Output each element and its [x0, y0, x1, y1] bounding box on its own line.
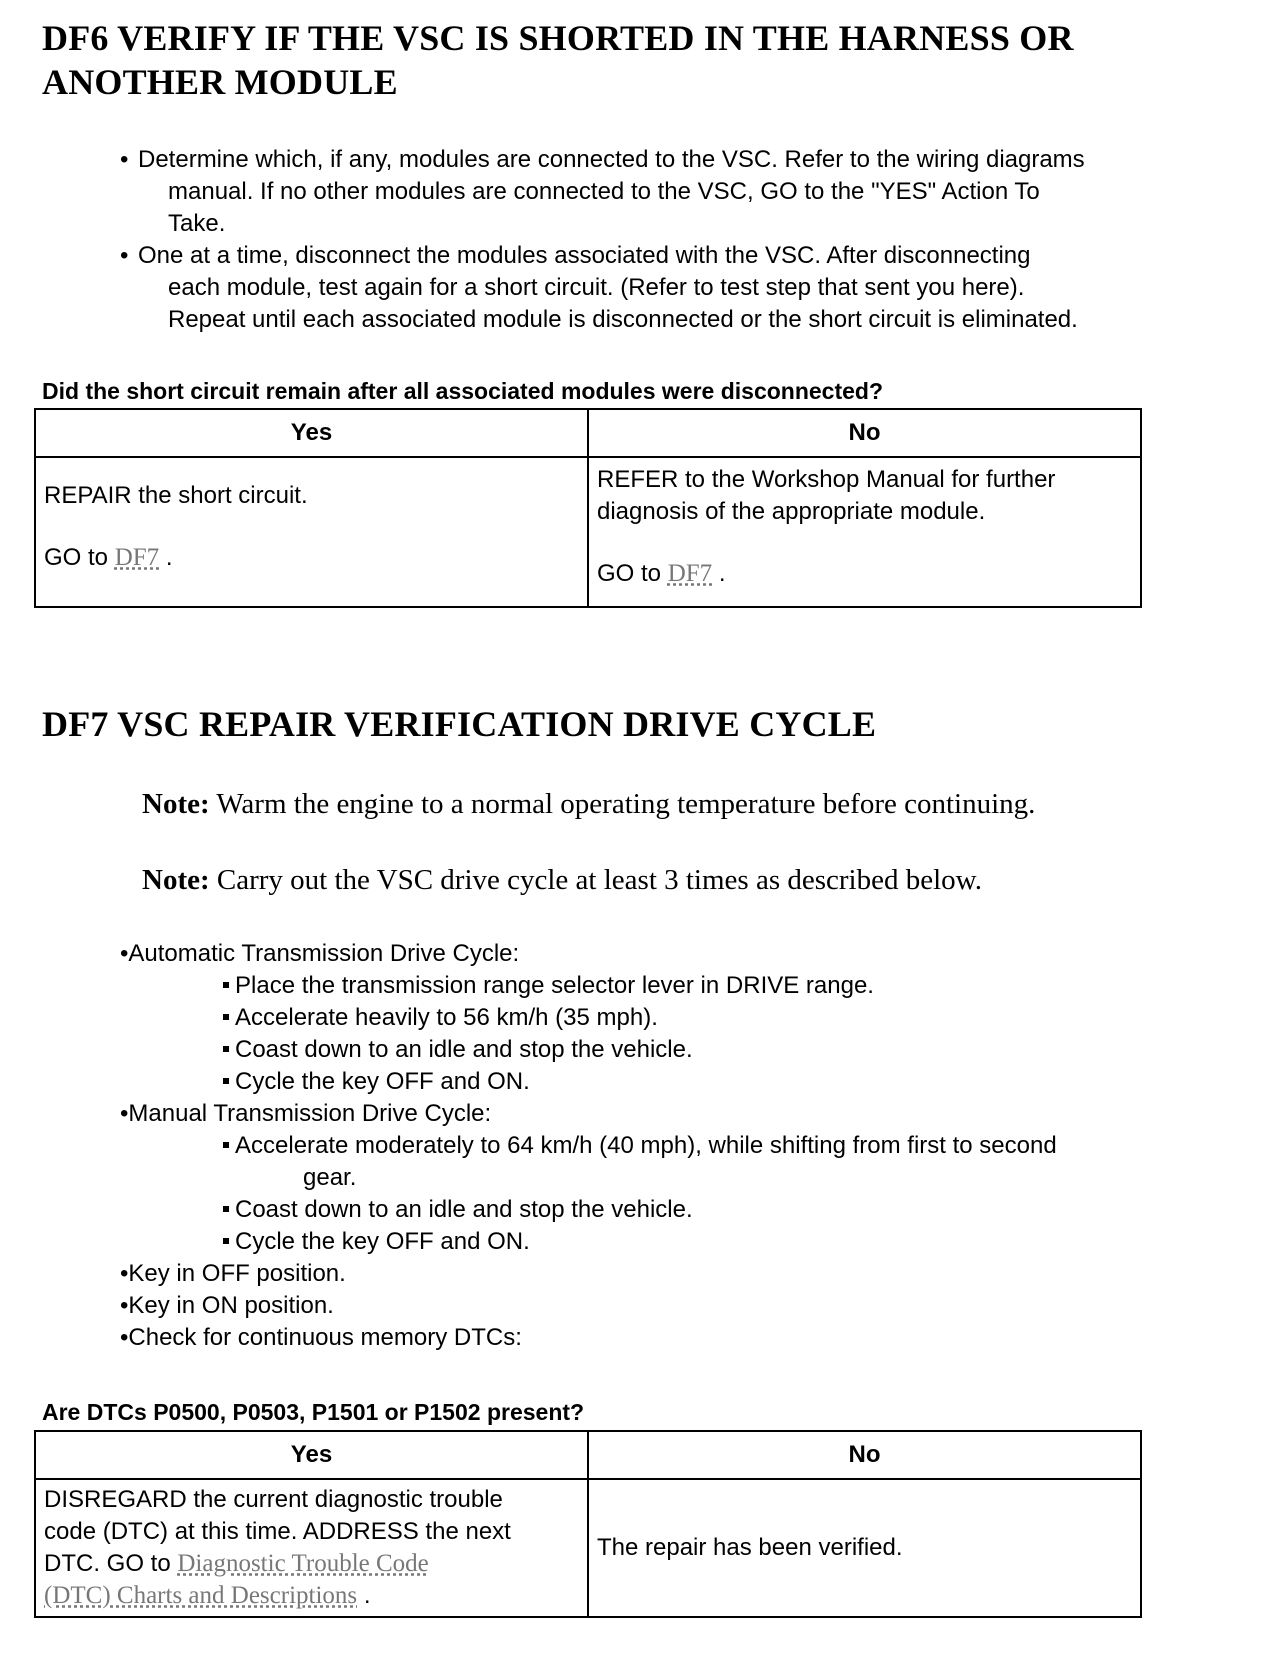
df7-note-2	[142, 862, 982, 898]
square-bullet-icon	[223, 1046, 229, 1052]
df7-yes-cell	[35, 1479, 588, 1617]
bullet-dot-icon: •	[120, 1260, 129, 1287]
manual-step-1-cont: gear.	[303, 1164, 357, 1191]
note-text: Warm the engine to a normal operating temperature before continuing.	[216, 788, 1036, 820]
auto-trans-title	[120, 938, 1240, 970]
key-off-text: Key in OFF position.	[128, 1260, 346, 1287]
df7-yes-header: Yes	[35, 1431, 588, 1479]
bullet-dot-icon: •	[120, 1324, 129, 1351]
df6-no-text-line1: REFER to the Workshop Manual for further	[597, 466, 1056, 493]
manual-step-text: Accelerate moderately to 64 km/h (40 mph), while shifting from first to second	[235, 1132, 1057, 1159]
auto-step-1	[120, 970, 1240, 1002]
df6-bullet-2	[120, 240, 1240, 336]
goto-prefix: DTC. GO to	[44, 1550, 171, 1577]
key-on-text: Key in ON position.	[128, 1292, 334, 1319]
square-bullet-icon	[223, 1142, 229, 1148]
goto-prefix: GO to	[44, 544, 109, 571]
df7-no-header: No	[588, 1431, 1141, 1479]
auto-step-text: Coast down to an idle and stop the vehicle.	[235, 1036, 693, 1063]
df7-note-1	[142, 786, 1035, 822]
key-on-item	[120, 1290, 1240, 1322]
note-label: Note:	[142, 788, 210, 820]
df6-no-cell	[588, 457, 1141, 607]
df6-no-header: No	[588, 409, 1141, 457]
dtc-charts-link-part2[interactable]: (DTC) Charts and Descriptions	[44, 1582, 358, 1609]
df6-yes-goto: GO to DF7 .	[44, 544, 173, 571]
square-bullet-icon	[223, 1206, 229, 1212]
df6-action-table	[34, 408, 1142, 608]
square-bullet-icon	[223, 1238, 229, 1244]
manual-step-text: Coast down to an idle and stop the vehicle.	[235, 1196, 693, 1223]
bullet-dot-icon: •	[120, 940, 129, 967]
check-dtc-item	[120, 1322, 1240, 1354]
auto-step-3	[120, 1034, 1240, 1066]
auto-trans-title-text: Automatic Transmission Drive Cycle:	[128, 940, 520, 967]
df7-yes-line2: code (DTC) at this time. ADDRESS the next	[44, 1518, 511, 1545]
df7-action-table	[34, 1430, 1142, 1618]
df6-bullet-list	[120, 144, 1240, 336]
auto-step-text: Accelerate heavily to 56 km/h (35 mph).	[235, 1004, 658, 1031]
note-text: Carry out the VSC drive cycle at least 3 times as described below.	[216, 864, 982, 896]
check-dtc-text: Check for continuous memory DTCs:	[128, 1324, 522, 1351]
df7-question: Are DTCs P0500, P0503, P1501 or P1502 present?	[42, 1399, 585, 1425]
df6-heading	[42, 16, 1074, 104]
auto-step-4	[120, 1066, 1240, 1098]
square-bullet-icon	[223, 1078, 229, 1084]
square-bullet-icon	[223, 1014, 229, 1020]
note-label: Note:	[142, 864, 210, 896]
manual-trans-title-text: Manual Transmission Drive Cycle:	[128, 1100, 492, 1127]
df6-bullet-1-line2: manual. If no other modules are connected to the VSC, GO to the "YES" Action To	[168, 178, 1040, 205]
df6-bullet-1	[120, 144, 1240, 240]
bullet-dot-icon: •	[120, 146, 129, 173]
df7-drive-cycle-list	[120, 938, 1240, 1354]
df7-no-cell	[588, 1479, 1141, 1617]
bullet-dot-icon: •	[120, 1100, 129, 1127]
df6-bullet-2-line2: each module, test again for a short circuit. (Refer to test step that sent you here).	[168, 274, 1025, 301]
df6-no-goto: GO to DF7 .	[597, 560, 726, 587]
bullet-dot-icon: •	[120, 242, 129, 269]
df6-heading-line1: DF6 VERIFY IF THE VSC IS SHORTED IN THE HARNESS OR	[42, 18, 1074, 58]
df6-question: Did the short circuit remain after all associated modules were disconnected?	[42, 378, 884, 404]
auto-step-2	[120, 1002, 1240, 1034]
df6-bullet-1-line1: Determine which, if any, modules are connected to the VSC. Refer to the wiring diagrams	[138, 146, 1085, 173]
df7-no-text: The repair has been verified.	[597, 1534, 903, 1561]
auto-step-text: Cycle the key OFF and ON.	[235, 1068, 530, 1095]
period: .	[363, 1582, 371, 1609]
key-off-item	[120, 1258, 1240, 1290]
df7-yes-line3	[44, 1548, 579, 1580]
bullet-dot-icon: •	[120, 1292, 129, 1319]
df6-no-df7-link[interactable]: DF7	[667, 560, 713, 587]
df6-bullet-1-line3: Take.	[168, 210, 226, 237]
manual-step-1	[120, 1130, 1240, 1162]
df6-heading-line2: ANOTHER MODULE	[42, 62, 398, 102]
df6-bullet-2-line1: One at a time, disconnect the modules associated with the VSC. After disconnecting	[138, 242, 1031, 269]
df6-no-text-line2: diagnosis of the appropriate module.	[597, 498, 986, 525]
manual-step-2	[120, 1194, 1240, 1226]
df7-heading: DF7 VSC REPAIR VERIFICATION DRIVE CYCLE	[42, 704, 877, 744]
df7-yes-line1: DISREGARD the current diagnostic trouble	[44, 1486, 503, 1513]
df7-yes-line4	[44, 1580, 579, 1612]
goto-prefix: GO to	[597, 560, 662, 587]
manual-trans-title	[120, 1098, 1240, 1130]
df6-yes-text: REPAIR the short circuit.	[44, 482, 308, 509]
auto-step-text: Place the transmission range selector lever in DRIVE range.	[235, 972, 874, 999]
df6-bullet-2-line3: Repeat until each associated module is disconnected or the short circuit is eliminated.	[168, 306, 1078, 333]
df6-yes-cell	[35, 457, 588, 607]
df6-yes-header: Yes	[35, 409, 588, 457]
manual-step-3	[120, 1226, 1240, 1258]
square-bullet-icon	[223, 982, 229, 988]
df6-yes-df7-link[interactable]: DF7	[114, 544, 160, 571]
dtc-charts-link-part1[interactable]: Diagnostic Trouble Code	[177, 1550, 429, 1577]
manual-step-text: Cycle the key OFF and ON.	[235, 1228, 530, 1255]
